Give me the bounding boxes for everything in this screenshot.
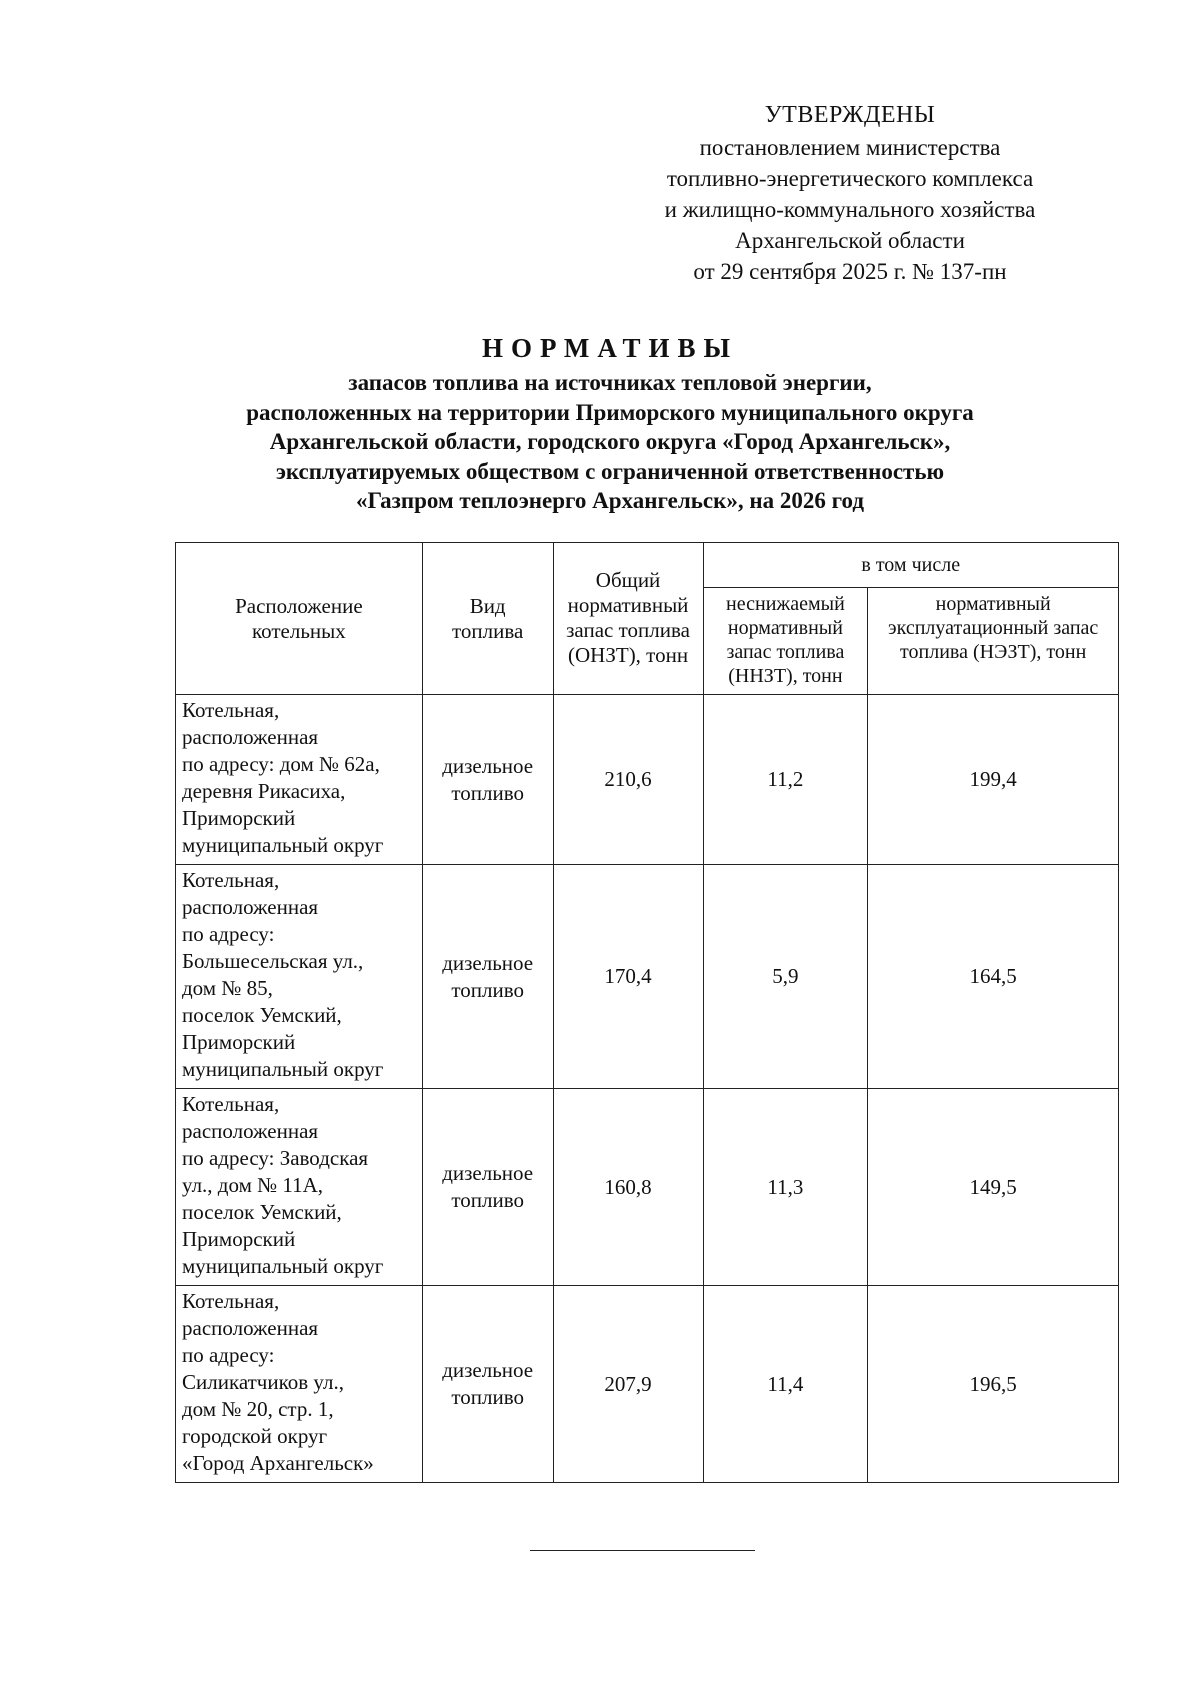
location-line: Приморский — [182, 1227, 296, 1251]
title-line: расположенных на территории Приморского муниципального округа — [246, 399, 974, 425]
location-line: расположенная — [182, 895, 319, 919]
location-line: расположенная — [182, 1119, 319, 1143]
cell-nnzt: 11,3 — [703, 1089, 868, 1286]
table-row — [176, 1089, 1119, 1286]
location-line: по адресу: — [182, 1343, 275, 1367]
fuel-line: топливо — [451, 780, 524, 805]
location-line: поселок Уемский, — [182, 1200, 342, 1224]
location-line: «Город Архангельск» — [182, 1451, 374, 1475]
cell-location — [176, 1286, 423, 1483]
location-line: Большесельская ул., — [182, 949, 364, 973]
cell-nezt: 164,5 — [868, 865, 1119, 1089]
cell-location — [176, 695, 423, 865]
approval-line: от 29 сентября 2025 г. № 137-пн — [693, 259, 1007, 284]
cell-fuel — [422, 865, 553, 1089]
location-line: по адресу: — [182, 922, 275, 946]
cell-fuel — [422, 1089, 553, 1286]
cell-location — [176, 865, 423, 1089]
table-row — [176, 1286, 1119, 1483]
fuel-line: топливо — [451, 1188, 524, 1212]
approval-line: постановлением министерства — [699, 135, 1001, 160]
title-line: запасов топлива на источниках тепловой энергии, — [348, 370, 872, 395]
approval-line: топливно-энергетического комплекса — [666, 166, 1034, 191]
norms-table — [175, 542, 1119, 1483]
location-line: муниципальный округ — [182, 833, 384, 857]
cell-nezt: 149,5 — [868, 1089, 1119, 1286]
location-line: ул., дом № 11А, — [182, 1173, 324, 1197]
title-line: «Газпром теплоэнерго Архангельск», на 2026 год — [356, 488, 864, 513]
document-title — [170, 330, 1050, 516]
cell-nnzt: 5,9 — [703, 865, 868, 1089]
title-line: эксплуатируемых обществом с ограниченной ответственностью — [275, 458, 945, 484]
approval-line: Архангельской области — [735, 228, 965, 253]
cell-fuel — [422, 695, 553, 865]
approval-title: УТВЕРЖДЕНЫ — [764, 102, 936, 128]
cell-nezt: 196,5 — [868, 1286, 1119, 1483]
cell-total: 207,9 — [553, 1286, 703, 1483]
approval-line: и жилищно-коммунального хозяйства — [664, 197, 1036, 222]
title-line: Архангельской области, городского округа «Город Архангельск», — [269, 429, 951, 454]
fuel-line: топливо — [451, 1385, 524, 1409]
location-line: по адресу: Заводская — [182, 1146, 369, 1170]
title-main: НОРМАТИВЫ — [481, 333, 739, 363]
cell-location — [176, 1089, 423, 1286]
location-line: Котельная, — [182, 868, 280, 892]
fuel-line: дизельное — [442, 1358, 534, 1382]
location-line: Силикатчиков ул., — [182, 1370, 344, 1394]
header-nezt: нормативный эксплуатационный запас топлива (НЭЗТ), тонн — [868, 588, 1119, 695]
header-nnzt: неснижаемый нормативный запас топлива (ННЗТ), тонн — [703, 588, 868, 695]
fuel-line: дизельное — [442, 1161, 534, 1185]
location-line: поселок Уемский, — [182, 1003, 342, 1027]
location-line: деревня Рикасиха, — [182, 779, 346, 803]
fuel-line: дизельное — [442, 753, 534, 778]
cell-fuel — [422, 1286, 553, 1483]
header-location: Расположение котельных — [176, 543, 423, 695]
location-line: муниципальный округ — [182, 1254, 384, 1278]
location-line: расположенная — [182, 725, 319, 749]
cell-nezt: 199,4 — [868, 695, 1119, 865]
location-line: Приморский — [182, 1030, 296, 1054]
header-fuel: Вид топлива — [422, 543, 553, 695]
cell-total: 160,8 — [553, 1089, 703, 1286]
header-total: Общий нормативный запас топлива (ОНЗТ), тонн — [553, 543, 703, 695]
table-row — [176, 865, 1119, 1089]
approval-block — [600, 100, 1100, 287]
end-divider — [530, 1550, 755, 1551]
location-line: по адресу: дом № 62а, — [182, 752, 380, 776]
cell-total: 170,4 — [553, 865, 703, 1089]
location-line: городской округ — [182, 1424, 328, 1448]
location-line: Котельная, — [182, 698, 280, 722]
cell-nnzt: 11,2 — [703, 695, 868, 865]
cell-total: 210,6 — [553, 695, 703, 865]
cell-nnzt: 11,4 — [703, 1286, 868, 1483]
fuel-line: дизельное — [442, 950, 534, 975]
table-row — [176, 695, 1119, 865]
location-line: Котельная, — [182, 1092, 280, 1116]
location-line: расположенная — [182, 1316, 319, 1340]
location-line: дом № 20, стр. 1, — [182, 1397, 334, 1421]
fuel-line: топливо — [451, 977, 524, 1002]
location-line: Котельная, — [182, 1289, 280, 1313]
location-line: дом № 85, — [182, 976, 273, 1000]
header-group: в том числе — [703, 543, 1119, 588]
location-line: муниципальный округ — [182, 1057, 384, 1081]
location-line: Приморский — [182, 806, 296, 830]
